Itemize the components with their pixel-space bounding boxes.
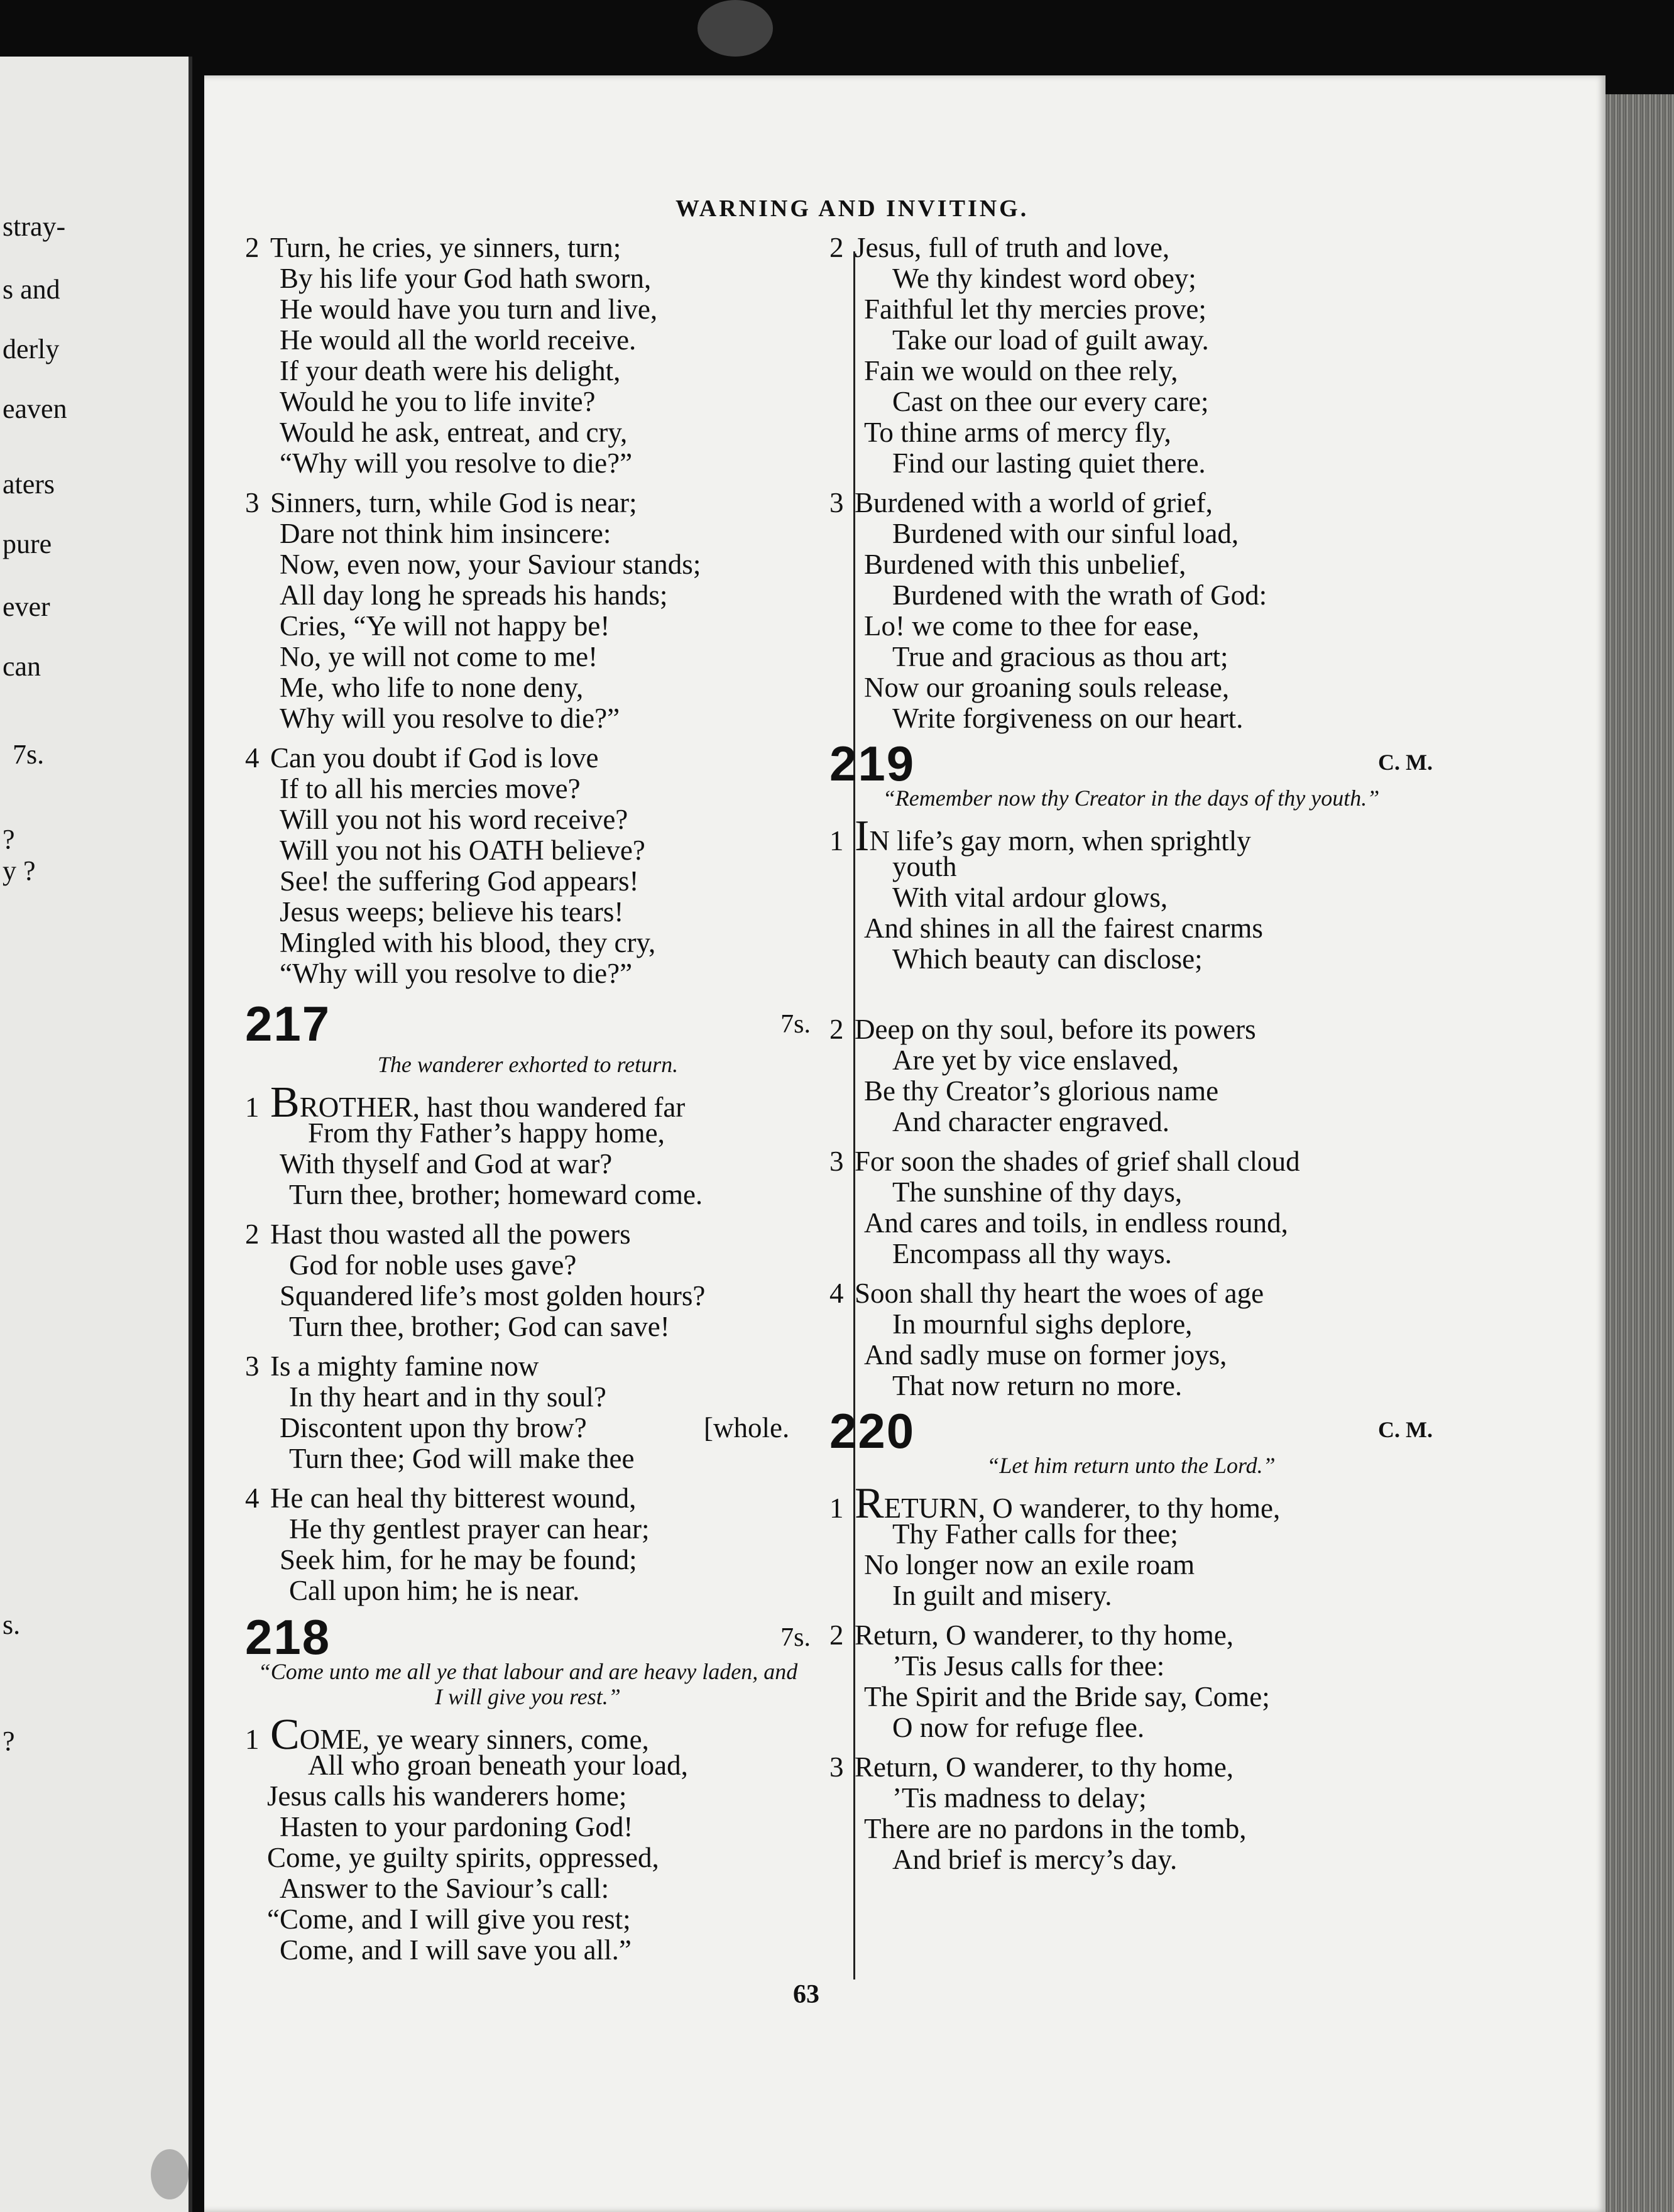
verse-line: Are yet by vice enslaved, xyxy=(892,1044,1179,1076)
hymn-220-verse-1 xyxy=(829,1479,1433,1611)
verse-line: Come, and I will save you all.” xyxy=(280,1934,632,1966)
verse-line: 3 Sinners, turn, while God is near; xyxy=(245,487,637,518)
verse-line: ’Tis Jesus calls for thee: xyxy=(892,1650,1165,1682)
hymn-header xyxy=(829,1403,1433,1459)
hymn-220-verse-3 xyxy=(829,1752,1433,1875)
verse-line: He would all the world receive. xyxy=(280,324,637,356)
verse-line: Will you not his OATH believe? xyxy=(280,835,645,866)
hymn-216-verse-3 xyxy=(245,488,811,734)
verse-number: 2 xyxy=(245,232,260,263)
verse-line: With thyself and God at war? xyxy=(280,1148,613,1180)
verse-number: 4 xyxy=(829,1278,844,1309)
verse-line: Hasten to your pardoning God! xyxy=(280,1811,633,1842)
verse-line: And shines in all the fairest cnarms xyxy=(864,912,1263,944)
verse-line: Fain we would on thee rely, xyxy=(864,355,1178,386)
verse-line: Burdened with our sinful load, xyxy=(892,518,1239,549)
verse-line: There are no pardons in the tomb, xyxy=(864,1813,1247,1844)
verse-line: And sadly muse on former joys, xyxy=(864,1339,1227,1371)
verse-number: 2 xyxy=(829,232,844,263)
verse-line: To thine arms of mercy fly, xyxy=(864,417,1171,448)
verse-line: And character engraved. xyxy=(892,1106,1169,1137)
verse-line: With vital ardour glows, xyxy=(892,882,1168,913)
hymn-220-verse-2 xyxy=(829,1620,1433,1743)
verse-line: All day long he spreads his hands; xyxy=(280,579,668,611)
verse-line: The sunshine of thy days, xyxy=(892,1176,1183,1208)
hymn-header xyxy=(829,735,1433,791)
hymn-subtitle: “Come unto me all ye that labour and are heavy laden, and I will give you rest.” xyxy=(258,1659,798,1709)
verse-line: Faithful let thy mercies prove; xyxy=(864,293,1206,325)
left-page-fragment xyxy=(0,57,192,2212)
verse-line: O now for refuge flee. xyxy=(892,1712,1145,1743)
hymn-217-verse-4 xyxy=(245,1483,811,1606)
hymn-subtitle: “Let him return unto the Lord.” xyxy=(987,1453,1276,1478)
verse-line: Find our lasting quiet there. xyxy=(892,447,1206,479)
hymn-meter: C. M. xyxy=(1378,750,1433,775)
verse-line: 4 He can heal thy bitterest wound, xyxy=(245,1482,637,1514)
verse-number: 1 xyxy=(245,1724,260,1755)
verse-line: Now, even now, your Saviour stands; xyxy=(280,549,701,580)
verse-line: “Why will you resolve to die?” xyxy=(280,447,633,479)
verse-line: The Spirit and the Bride say, Come; xyxy=(864,1681,1270,1712)
verse-line: If your death were his delight, xyxy=(280,355,621,386)
verse-number: 1 xyxy=(829,1492,844,1524)
verse-line: In thy heart and in thy soul? xyxy=(289,1381,606,1413)
verse-line: 1 IN life’s gay morn, when sprightly xyxy=(829,812,1251,860)
verse-line: 3 Is a mighty famine now xyxy=(245,1350,539,1382)
verse-number: 3 xyxy=(829,1146,844,1177)
hymn-number: 217 xyxy=(245,996,331,1051)
page-number: 63 xyxy=(793,1980,819,2009)
right-column xyxy=(829,233,1433,1875)
hymn-219-verse-3 xyxy=(829,1146,1433,1269)
verse-line: By his life your God hath sworn, xyxy=(280,263,652,294)
verse-line: Which beauty can disclose; xyxy=(892,943,1203,975)
verse-line: Jesus calls his wanderers home; xyxy=(267,1780,627,1812)
verse-line: Be thy Creator’s glorious name xyxy=(864,1075,1219,1107)
verse-line: Burdened with this unbelief, xyxy=(864,549,1186,580)
verse-line: 2 Hast thou wasted all the powers xyxy=(245,1218,631,1250)
hymn-216-verse-2 xyxy=(245,233,811,479)
verse-line: 1 BROTHER, hast thou wandered far xyxy=(245,1078,686,1127)
verse-line: Turn thee, brother; God can save! xyxy=(289,1311,670,1342)
verse-line: All who groan beneath your load, xyxy=(308,1749,688,1781)
hymn-number: 220 xyxy=(829,1403,916,1459)
left-fragment-text: ? xyxy=(3,1726,15,1756)
hymn-216-verse-4 xyxy=(245,743,811,989)
verse-line: 3 Return, O wanderer, to thy home, xyxy=(829,1751,1234,1783)
verse-number: 2 xyxy=(829,1619,844,1651)
verse-line: Discontent upon thy brow? [whole. xyxy=(280,1412,790,1443)
verse-line: 4 Can you doubt if God is love xyxy=(245,742,599,774)
verse-line: 2 Jesus, full of truth and love, xyxy=(829,232,1170,263)
left-fragment-text: eaven xyxy=(3,393,67,424)
verse-line: 1 COME, ye weary sinners, come, xyxy=(245,1711,649,1759)
verse-number: 2 xyxy=(829,1014,844,1045)
verse-line: Would he you to life invite? xyxy=(280,386,596,417)
verse-line: True and gracious as thou art; xyxy=(892,641,1228,672)
hymn-number: 218 xyxy=(245,1609,331,1665)
left-fragment-text: can xyxy=(3,651,41,682)
verse-line: Dare not think him insincere: xyxy=(280,518,611,549)
hymn-number: 219 xyxy=(829,736,916,791)
verse-line: 3 For soon the shades of grief shall cloud xyxy=(829,1146,1300,1177)
verse-line: 3 Burdened with a world of grief, xyxy=(829,487,1213,518)
hymn-218-verse-3 xyxy=(829,488,1433,734)
left-fragment-text: aters xyxy=(3,469,55,500)
left-fragment-text: 7s. xyxy=(13,739,45,770)
hymn-219-verse-1 xyxy=(829,812,1433,1005)
drop-cap: I xyxy=(855,812,870,860)
turnover-note: [whole. xyxy=(704,1412,790,1443)
verse-number: 1 xyxy=(829,825,844,857)
verse-line: And brief is mercy’s day. xyxy=(892,1844,1178,1875)
verse-line: Turn thee, brother; homeward come. xyxy=(289,1179,703,1210)
verse-line: From thy Father’s happy home, xyxy=(308,1117,665,1149)
verse-line: Take our load of guilt away. xyxy=(892,324,1209,356)
verse-number: 3 xyxy=(829,1751,844,1783)
verse-number: 3 xyxy=(245,1350,260,1382)
left-fragment-text: derly xyxy=(3,334,60,364)
verse-line: In guilt and misery. xyxy=(892,1580,1112,1611)
verse-line: Me, who life to none deny, xyxy=(280,672,584,703)
left-fragment-text: y ? xyxy=(3,855,36,886)
hymn-subtitle: “Remember now thy Creator in the days of thy youth.” xyxy=(882,786,1380,811)
verse-line: 1 RETURN, O wanderer, to thy home, xyxy=(829,1479,1281,1528)
verse-number: 4 xyxy=(245,742,260,774)
verse-line: Turn thee; God will make thee xyxy=(289,1443,635,1474)
verse-line: Cries, “Ye will not happy be! xyxy=(280,610,610,642)
left-fragment-text: s. xyxy=(3,1609,21,1640)
verse-line: Cast on thee our every care; xyxy=(892,386,1209,417)
verse-line: “Come, and I will give you rest; xyxy=(267,1903,631,1935)
verse-line: Squandered life’s most golden hours? xyxy=(280,1280,706,1311)
hymn-meter: C. M. xyxy=(1378,1417,1433,1442)
verse-line: Thy Father calls for thee; xyxy=(892,1518,1178,1550)
verse-line xyxy=(829,975,1433,1005)
verse-line: No longer now an exile roam xyxy=(864,1549,1195,1580)
hymn-217-verse-3 xyxy=(245,1351,811,1474)
left-fragment-text: ever xyxy=(3,591,50,622)
left-fragment-text: stray- xyxy=(3,211,66,242)
left-column xyxy=(245,233,811,1966)
verse-number: 3 xyxy=(829,487,844,518)
verse-line: 2 Return, O wanderer, to thy home, xyxy=(829,1619,1234,1651)
verse-line: 2 Deep on thy soul, before its powers xyxy=(829,1014,1256,1045)
verse-line: Will you not his word receive? xyxy=(280,804,628,835)
verse-number: 2 xyxy=(245,1218,260,1250)
verse-number: 4 xyxy=(245,1482,260,1514)
hymn-header xyxy=(245,1609,811,1665)
verse-line: Mingled with his blood, they cry, xyxy=(280,927,656,958)
verse-line: He would have you turn and live, xyxy=(280,293,658,325)
drop-cap: R xyxy=(855,1479,884,1528)
verse-line: In mournful sighs deplore, xyxy=(892,1308,1193,1340)
verse-line: Answer to the Saviour’s call: xyxy=(280,1873,610,1904)
hymn-217-verse-1 xyxy=(245,1078,811,1210)
debris-mark xyxy=(698,0,773,57)
verse-number: 1 xyxy=(245,1092,260,1123)
hymn-219-verse-4 xyxy=(829,1278,1433,1401)
verse-line: We thy kindest word obey; xyxy=(892,263,1196,294)
verse-line: Would he ask, entreat, and cry, xyxy=(280,417,628,448)
left-fragment-text: s and xyxy=(3,274,60,305)
hymn-subtitle: The wanderer exhorted to return. xyxy=(377,1052,679,1077)
left-fragment-text: ? xyxy=(3,824,15,855)
verse-line: Call upon him; he is near. xyxy=(289,1575,580,1606)
verse-line: Seek him, for he may be found; xyxy=(280,1544,637,1575)
verse-line: ’Tis madness to delay; xyxy=(892,1782,1147,1814)
verse-line: 4 Soon shall thy heart the woes of age xyxy=(829,1278,1264,1309)
verse-line: Why will you resolve to die?” xyxy=(280,703,620,734)
verse-line: Burdened with the wrath of God: xyxy=(892,579,1267,611)
hymn-217-verse-2 xyxy=(245,1219,811,1342)
hymn-meter: 7s. xyxy=(780,1010,811,1039)
hymn-219-verse-2 xyxy=(829,1014,1433,1137)
verse-line: No, ye will not come to me! xyxy=(280,641,598,672)
hymn-218-verse-2 xyxy=(829,233,1433,479)
left-fragment-text: pure xyxy=(3,528,52,559)
debris-mark xyxy=(151,2149,189,2199)
verse-number: 3 xyxy=(245,487,260,518)
hymn-header xyxy=(245,995,811,1052)
verse-line: If to all his mercies move? xyxy=(280,773,581,804)
verse-line: That now return no more. xyxy=(892,1370,1183,1401)
drop-cap: B xyxy=(270,1078,300,1127)
verse-line: “Why will you resolve to die?” xyxy=(280,958,633,989)
running-head: WARNING AND INVITING. xyxy=(676,195,1029,222)
verse-line: God for noble uses gave? xyxy=(289,1249,577,1281)
verse-line: Come, ye guilty spirits, oppressed, xyxy=(267,1842,659,1873)
verse-line: Lo! we come to thee for ease, xyxy=(864,610,1200,642)
verse-line: Jesus weeps; believe his tears! xyxy=(280,896,624,928)
verse-line: youth xyxy=(892,851,957,882)
verse-line: Now our groaning souls release, xyxy=(864,672,1230,703)
hymn-218-verse-1 xyxy=(245,1711,811,1966)
verse-line: 2 Turn, he cries, ye sinners, turn; xyxy=(245,232,621,263)
verse-line: Write forgiveness on our heart. xyxy=(892,703,1244,734)
drop-cap: C xyxy=(270,1711,300,1759)
hymn-meter: 7s. xyxy=(780,1623,811,1652)
verse-line: He thy gentlest prayer can hear; xyxy=(289,1513,650,1545)
verse-line: See! the suffering God appears! xyxy=(280,865,639,897)
verse-line: Encompass all thy ways. xyxy=(892,1238,1172,1269)
verse-line: And cares and toils, in endless round, xyxy=(864,1207,1288,1239)
